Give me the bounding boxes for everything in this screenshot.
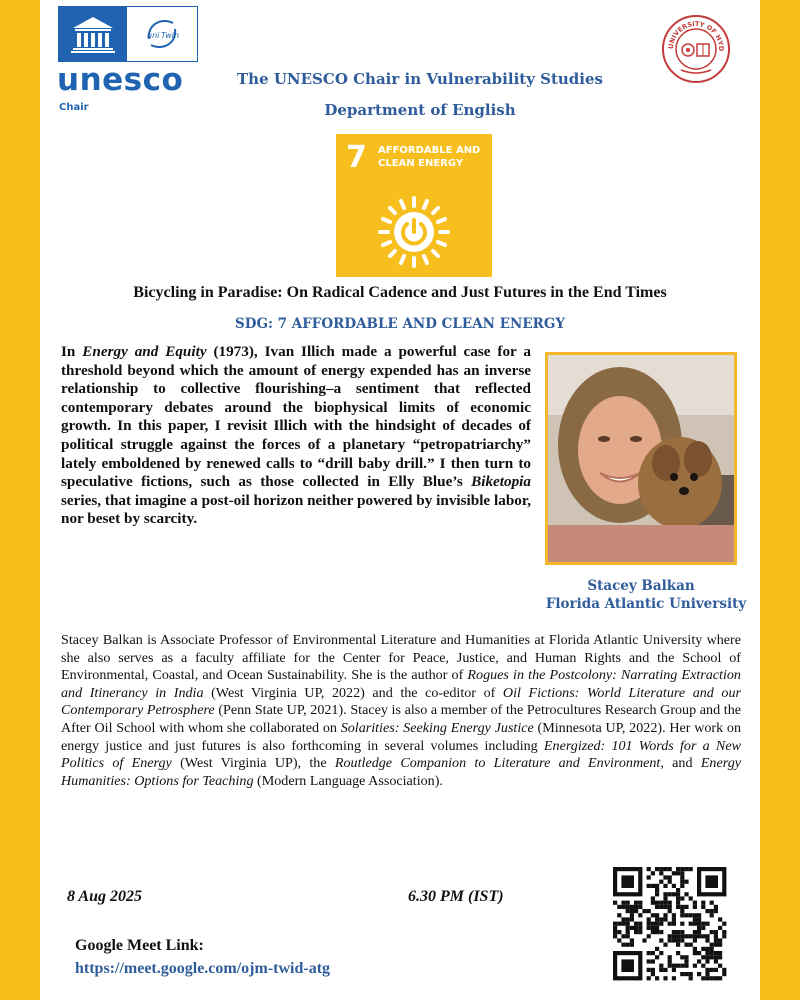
department-name: Department of English	[324, 101, 516, 119]
unesco-chair-label: Chair	[59, 102, 89, 113]
sdg-label: SDG: 7 AFFORDABLE AND CLEAN ENERGY	[234, 316, 566, 332]
abstract-book-title: Biketopia	[471, 473, 531, 491]
meet-link-label: Google Meet Link:	[75, 937, 204, 954]
abstract-text: In	[61, 343, 83, 360]
abstract-text: series, that imagine a post-oil horizon neither powered by invisible labor, nor beset by scarcity.	[61, 491, 531, 528]
power-sun-icon	[374, 192, 454, 272]
bio-book-title: Solarities: Seeking Energy Justice	[340, 719, 534, 736]
svg-text:Twin: Twin	[161, 31, 180, 40]
sdg-7-tile	[336, 134, 492, 277]
unesco-logo	[58, 6, 198, 62]
bio-book-title: Oil Fictions: World Literature and our Contemporary Petrosphere	[61, 684, 741, 719]
event-time: 6.30 PM (IST)	[408, 888, 504, 905]
bio-text: Stacey Balkan is Associate Professor of Environmental Literature and Humanities at Florida Atlantic University where she also serves as a faculty affiliate for the Center for Peace, Justice, and Human Rights and the School of Environmental, Coastal, and Ocean Sustainability. She is the author of	[61, 632, 741, 684]
university-seal	[661, 14, 731, 84]
speaker-name: Stacey Balkan	[587, 578, 695, 594]
unesco-temple-icon	[59, 7, 127, 61]
speaker-photo	[545, 352, 737, 565]
sdg-goal-line1: AFFORDABLE AND	[378, 145, 481, 156]
abstract-paragraph	[61, 343, 531, 529]
bio-book-title: Routledge Companion to Literature and Environment,	[334, 755, 664, 772]
chair-title: The UNESCO Chair in Vulnerability Studies	[237, 70, 603, 88]
event-date: 8 Aug 2025	[67, 888, 142, 905]
abstract-text: (1973), Ivan Illich made a powerful case for a threshold beyond which the amount of energy expended has an inverse relationship to collective flourishing–a sentiment that reflected contemporary debates around the biophysical limits of economic growth. In this paper, I revisit Illich with the hindsight of decades of political struggle against the forces of a planetary “petropatriarchy” lately emboldened by renewed calls to “drill baby drill.” I then turn to speculative fictions, such as those collected in Elly Blue’s	[61, 343, 531, 491]
bio-text: (Minnesota UP, 2022). Her work on energy justice and just futures is also forthcoming in several volumes including	[61, 719, 742, 754]
svg-text:uni: uni	[147, 31, 160, 40]
bio-book-title: Energized: 101 Words for a New Politics of Energy	[61, 737, 741, 772]
sdg-number: 7	[346, 140, 367, 175]
bio-book-title: Energy Humanities: Options for Teaching	[61, 755, 742, 789]
event-poster	[40, 0, 760, 1000]
bio-text: (West Virginia UP, 2022) and the co-editor of	[203, 684, 503, 701]
meet-link[interactable]: https://meet.google.com/ojm-twid-atg	[75, 960, 331, 977]
speaker-bio	[61, 632, 741, 790]
bio-text: (Modern Language Association).	[253, 772, 443, 789]
talk-title: Bicycling in Paradise: On Radical Cadence and Just Futures in the End Times	[133, 284, 667, 301]
speaker-affiliation: Florida Atlantic University	[545, 596, 747, 612]
sdg-goal-title	[378, 144, 488, 170]
bio-text: and	[663, 755, 701, 772]
unesco-wordmark: unesco	[57, 62, 184, 98]
seal-text: UNIVERSITY OF HYD	[666, 19, 726, 52]
bio-text: (West Virginia UP), the	[171, 755, 335, 772]
unitwin-logo	[127, 7, 197, 61]
bio-book-title: Rogues in the Postcolony: Narrating Extraction and Itinerancy in India	[61, 667, 741, 701]
qr-code[interactable]	[610, 858, 728, 988]
abstract-book-title: Energy and Equity	[82, 343, 207, 360]
bio-text: (Penn State UP, 2021). Stacey is also a member of the Petrocultures Research Group and the After Oil School with whom she collaborated on	[61, 702, 741, 736]
sdg-goal-line2: CLEAN ENERGY	[378, 158, 464, 169]
